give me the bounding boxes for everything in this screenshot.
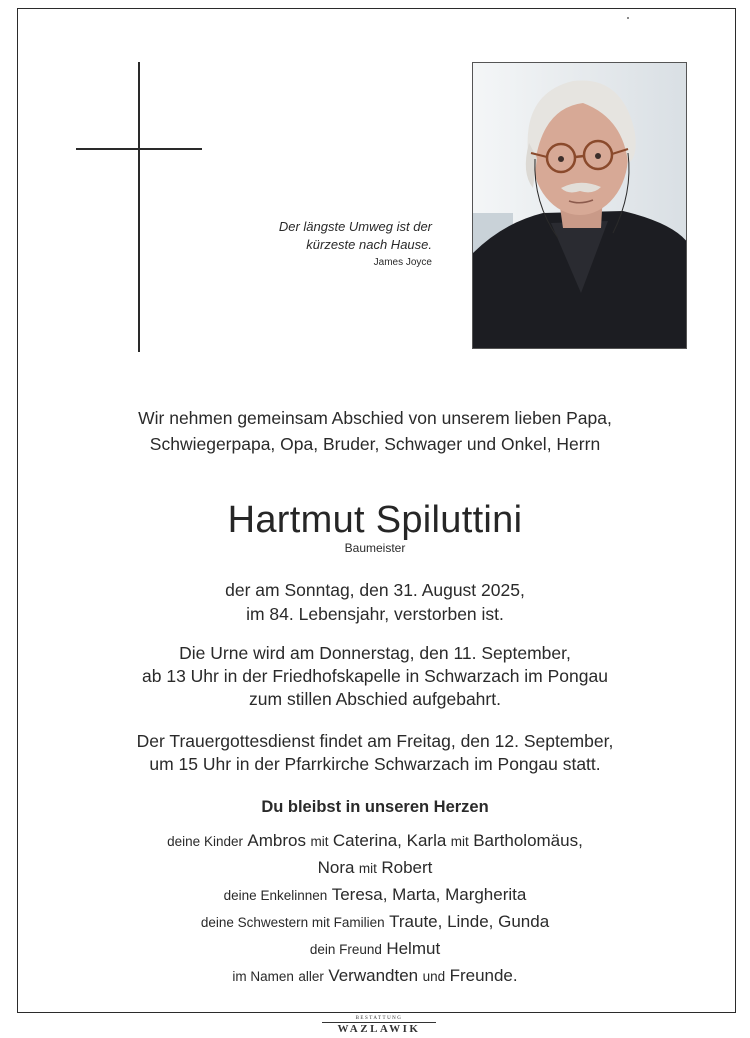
und-word: und bbox=[422, 969, 446, 984]
urn-line-3: zum stillen Abschied aufgebahrt. bbox=[249, 689, 501, 709]
logo-top-text: BESTATTUNG bbox=[355, 1016, 403, 1021]
cross-vertical-bar bbox=[138, 62, 140, 352]
quote-line-1: Der längste Umweg ist der bbox=[278, 219, 432, 234]
sisters-names: Traute, Linde, Gunda bbox=[389, 912, 550, 931]
intro-line-1: Wir nehmen gemeinsam Abschied von unserem lieben Papa, bbox=[138, 408, 612, 428]
child-name: Caterina, Karla bbox=[332, 831, 447, 850]
aller-word: aller bbox=[298, 969, 324, 984]
schwestern-prefix: deine Schwestern mit Familien bbox=[200, 915, 385, 930]
mourners-friend-row bbox=[40, 936, 710, 963]
mourners-relatives-row bbox=[40, 963, 710, 990]
service-line-2: um 15 Uhr in der Pfarrkirche Schwarzach im Pongau statt. bbox=[149, 754, 601, 774]
urn-viewing-text bbox=[40, 642, 710, 711]
mit-word: mit bbox=[310, 834, 329, 849]
motto: Du bleibst in unseren Herzen bbox=[261, 798, 489, 816]
cross-horizontal-bar bbox=[76, 148, 202, 150]
death-line-1: der am Sonntag, den 31. August 2025, bbox=[225, 580, 525, 600]
mourners-children-row bbox=[40, 828, 710, 855]
funeral-home-logo bbox=[320, 1016, 438, 1036]
child-name: Ambros bbox=[247, 831, 306, 850]
mit-word: mit bbox=[358, 861, 377, 876]
urn-line-1: Die Urne wird am Donnerstag, den 11. September, bbox=[179, 643, 571, 663]
portrait-photo bbox=[472, 62, 687, 349]
intro-line-2: Schwiegerpapa, Opa, Bruder, Schwager und Onkel, Herrn bbox=[149, 434, 601, 454]
speck bbox=[627, 17, 629, 19]
child-name: Robert bbox=[381, 858, 433, 877]
mourners-children-row-2 bbox=[40, 855, 710, 882]
urn-line-2: ab 13 Uhr in der Friedhofskapelle in Schwarzach im Pongau bbox=[142, 666, 608, 686]
friends-word: Freunde. bbox=[449, 966, 518, 985]
death-line-2: im 84. Lebensjahr, verstorben ist. bbox=[246, 604, 504, 624]
relatives-word: Verwandten bbox=[328, 966, 419, 985]
namen-prefix: im Namen bbox=[232, 969, 294, 984]
quote-author: James Joyce bbox=[373, 257, 432, 268]
kinder-prefix: deine Kinder bbox=[167, 834, 243, 849]
service-line-1: Der Trauergottesdienst findet am Freitag, den 12. September, bbox=[136, 731, 614, 751]
intro-text bbox=[40, 405, 710, 457]
grandchildren-names: Teresa, Marta, Margherita bbox=[331, 885, 527, 904]
death-date-text bbox=[40, 578, 710, 626]
enkel-prefix: deine Enkelinnen bbox=[223, 888, 328, 903]
funeral-service-text bbox=[40, 730, 710, 776]
portrait-illustration bbox=[473, 63, 687, 349]
mourners-sisters-row bbox=[40, 909, 710, 936]
freund-prefix: dein Freund bbox=[309, 942, 382, 957]
friend-name: Helmut bbox=[386, 939, 441, 958]
logo-main-text: WAZLAWIK bbox=[337, 1023, 421, 1035]
deceased-title: Baumeister bbox=[344, 541, 406, 555]
mourners-grandchildren-row bbox=[40, 882, 710, 909]
quote-block bbox=[200, 218, 432, 271]
deceased-name: Hartmut Spiluttini bbox=[227, 499, 523, 541]
mit-word: mit bbox=[450, 834, 469, 849]
child-name: Nora bbox=[317, 858, 355, 877]
quote-line-2: kürzeste nach Hause. bbox=[306, 237, 432, 252]
mourners-list bbox=[40, 828, 710, 990]
child-name: Bartholomäus, bbox=[473, 831, 583, 850]
